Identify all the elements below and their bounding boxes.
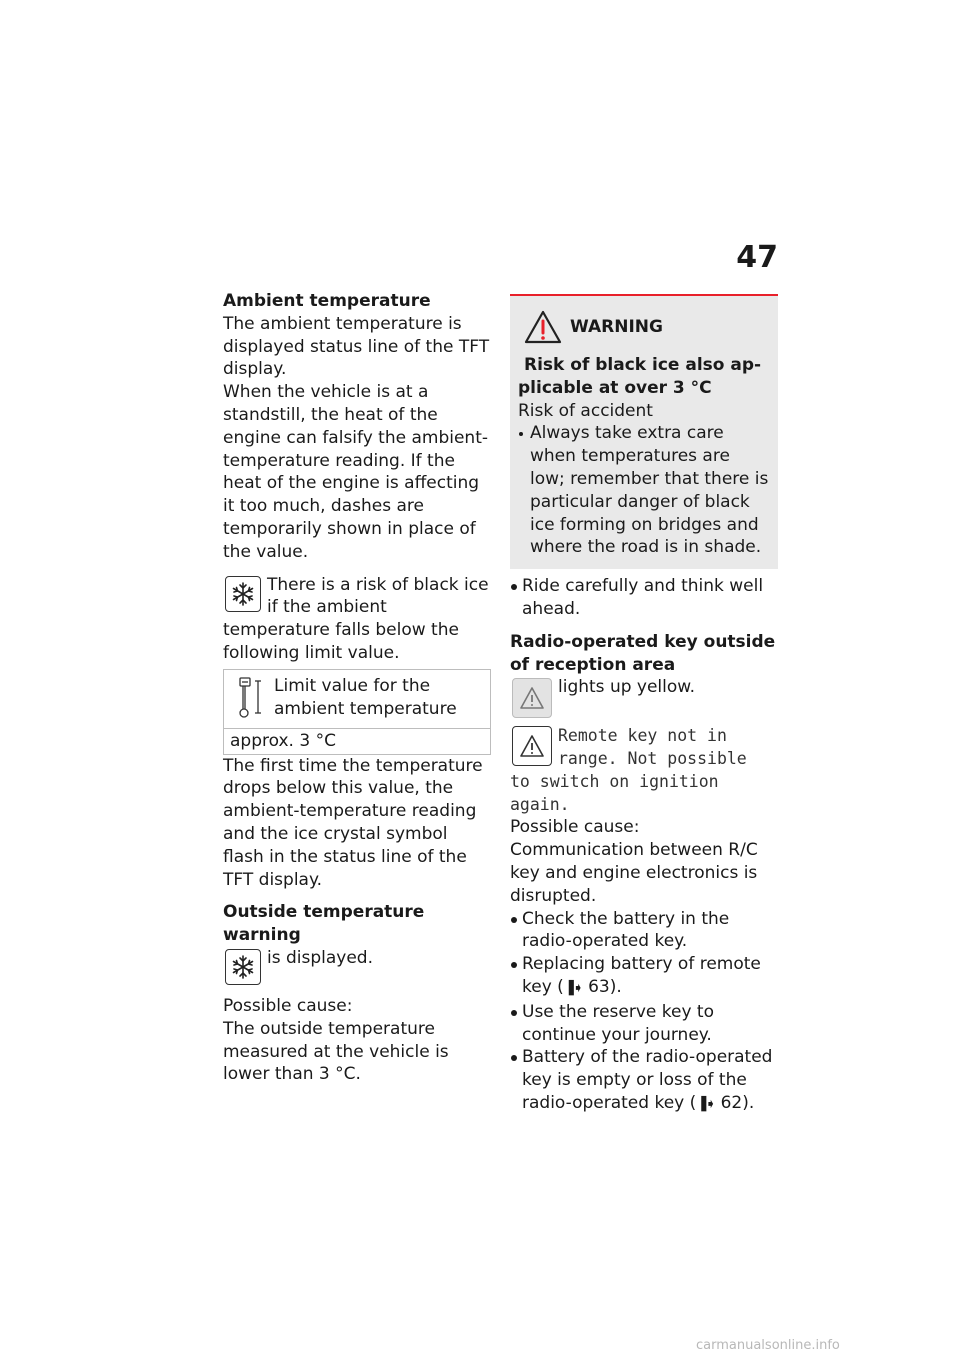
radio-heading: Radio-operated key outside of reception area [510, 631, 776, 675]
outside-icon-line [223, 947, 493, 985]
page-ref-link[interactable]: 62 [720, 1092, 743, 1113]
ambient-heading: Ambient temperature [223, 291, 431, 311]
page-ref-link[interactable]: 63 [588, 976, 610, 997]
reference-arrow-icon: ▐➧ [563, 980, 583, 996]
ride-item: Ride carefully and think well ahead. [510, 575, 780, 621]
radio-item-2: Replacing battery of remote key (▐➧ 63). [510, 953, 780, 1001]
ambient-paragraph-2: When the vehicle is at a standstill, the heat of the engine can falsify the ambient-temperature reading. If the heat of the engine is affecting it too much, dashes are temporarily shown in place of the value. [223, 382, 489, 562]
radio-cause: Communication between R/C key and engine electronics is disrupted. [510, 840, 758, 906]
outside-cause-label: Possible cause: [223, 995, 353, 1016]
ambient-paragraph-1: The ambient temperature is displayed status line of the TFT display. [223, 313, 490, 380]
thermometer-icon [230, 675, 266, 721]
radio-message-line-1: Remote key not in [558, 726, 727, 746]
limit-value-table [223, 669, 491, 755]
radio-lights-text: lights up yellow. [558, 677, 696, 698]
warning-heading-2: plicable at over 3 °C [518, 377, 712, 398]
outside-heading: Outside temperature warning [223, 902, 425, 946]
radio-cause-label: Possible cause: [510, 817, 640, 838]
radio-item-3: Use the reserve key to continue your journey. [510, 1001, 780, 1047]
snowflake-icon [225, 949, 261, 985]
left-column [223, 290, 493, 1086]
first-time-paragraph: The first time the temperature drops below this value, the ambient-temperature reading and the ice crystal symbol flash in the status line of the TFT display. [223, 755, 483, 890]
outside-displayed: is displayed. [267, 947, 374, 968]
right-column [510, 294, 780, 1117]
limit-value-header [224, 670, 490, 729]
outside-cause: The outside temperature measured at the vehicle is lower than 3 °C. [223, 1018, 449, 1085]
page-number: 47 [736, 240, 778, 275]
warning-triangle-icon [512, 726, 552, 766]
warning-triangle-icon [524, 310, 562, 344]
warning-title [524, 310, 770, 344]
warning-box [510, 294, 778, 569]
radio-message-line-4: again. [510, 795, 570, 815]
warning-triangle-icon [512, 678, 552, 718]
warning-label: WARNING [570, 316, 663, 337]
radio-item-1: Check the battery in the radio-operated key. [510, 908, 780, 954]
ice-note-text: There is a risk of black ice if the ambient temperature falls below the following limit value. [223, 574, 489, 663]
warning-item: Always take extra care when temperatures are low; remember that there is particular danger of black ice forming on bridges and where the road is in shade. [518, 422, 770, 559]
radio-message-line-2: range. Not possible [558, 749, 747, 769]
warning-heading-1: Risk of black ice also ap- [524, 355, 762, 375]
limit-value: approx. 3 °C [230, 730, 336, 751]
warning-risk: Risk of accident [518, 400, 653, 421]
radio-lights-line [510, 676, 780, 718]
reference-arrow-icon: ▐➧ [696, 1096, 716, 1112]
ice-note [223, 574, 493, 665]
snowflake-icon [225, 576, 261, 612]
radio-message-line-3: to switch on ignition [510, 772, 719, 792]
radio-message [510, 724, 780, 816]
watermark: carmanualsonline.info [696, 1338, 840, 1353]
radio-item-4: Battery of the radio-operated key is empty or loss of the radio-operated key (▐➧ 62). [510, 1046, 780, 1116]
limit-value-label: Limit value for the ambient temperature [274, 675, 457, 719]
